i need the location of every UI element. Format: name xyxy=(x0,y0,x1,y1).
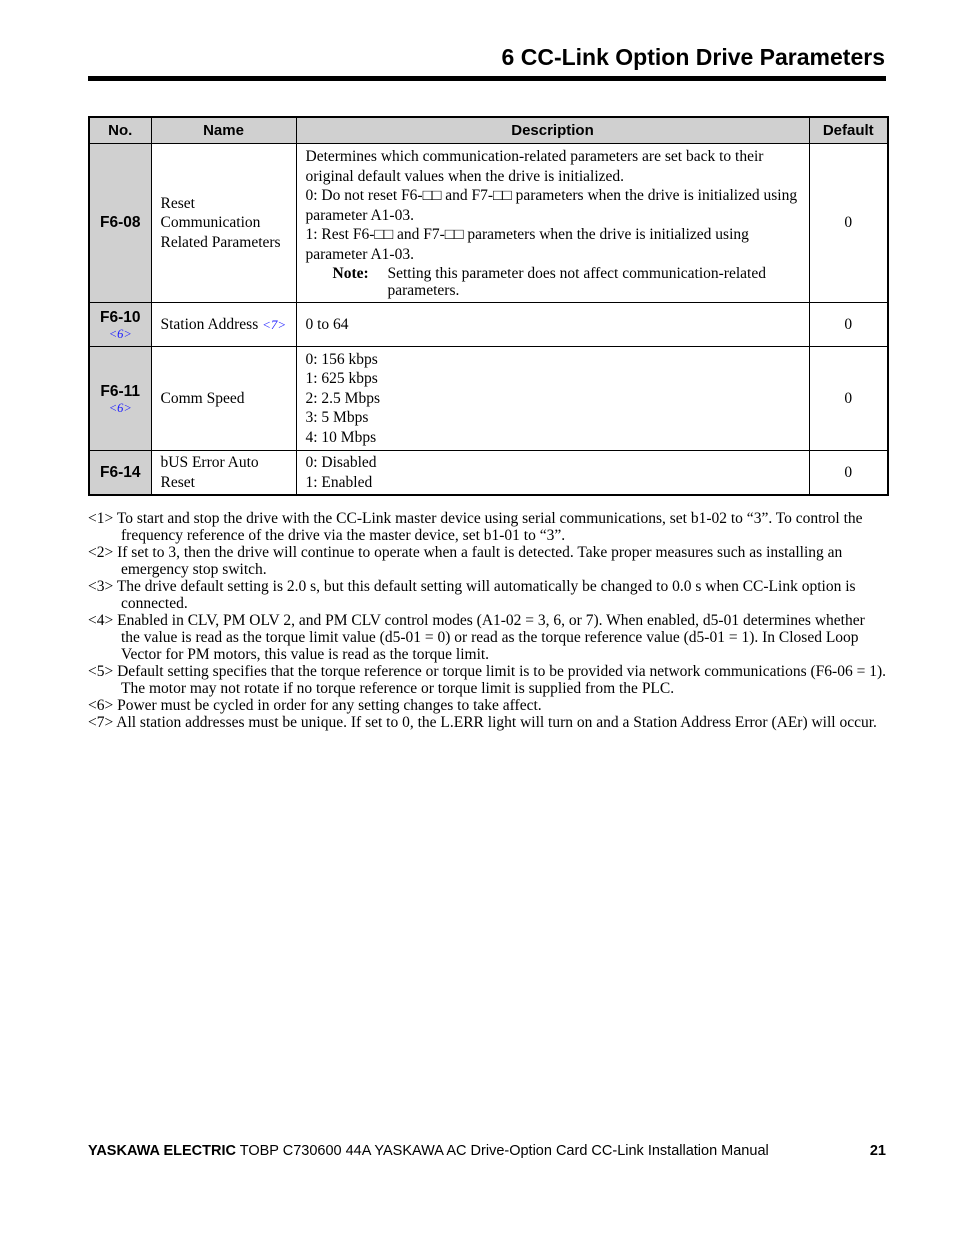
column-header-description: Description xyxy=(296,117,809,144)
page-footer xyxy=(88,1143,886,1159)
param-number-cell xyxy=(89,303,151,347)
param-name-cell xyxy=(151,303,296,347)
description-line: 1: 625 kbps xyxy=(305,370,378,388)
footnote: <4> Enabled in CLV, PM OLV 2, and PM CLV control modes (A1-02 = 3, 6, or 7). When enabled, d5-01 determines whether the value is read as the torque limit value (d5-01 = 0) or read as the torque reference value (d5-01 = 1). In Closed Loop Vector for PM motors, this value is read as the torque limit. xyxy=(88,612,865,663)
param-default: 0 xyxy=(844,214,853,232)
param-name-cell xyxy=(151,451,296,496)
table-row xyxy=(89,451,888,496)
note-text: Setting this parameter does not affect communication-related parameters. xyxy=(387,265,766,299)
footnotes xyxy=(88,510,886,731)
description-line: 2: 2.5 Mbps xyxy=(305,389,380,407)
param-description-cell xyxy=(296,144,809,303)
table-row xyxy=(89,144,888,303)
param-default-cell xyxy=(809,144,888,303)
table-row xyxy=(89,303,888,347)
description-line: 0: Disabled xyxy=(305,454,377,471)
footnote: <2> If set to 3, then the drive will continue to operate when a fault is detected. Take proper measures such as installing an emergency stop switch. xyxy=(88,544,843,578)
param-number: F6-11 xyxy=(100,382,141,400)
param-description-cell xyxy=(296,347,809,451)
footnote-ref-link[interactable]: <6> xyxy=(108,327,132,342)
param-default-cell xyxy=(809,303,888,347)
table-row xyxy=(89,347,888,451)
param-name: Station Address xyxy=(160,315,259,333)
param-number-cell xyxy=(89,451,151,496)
param-name-cell xyxy=(151,144,296,303)
description-line: 0: 156 kbps xyxy=(305,350,378,368)
param-name: bUS Error Auto Reset xyxy=(160,454,259,491)
footnote: <1> To start and stop the drive with the CC-Link master device using serial communications, set b1-02 to “3”. To control the frequency reference of the drive via the master device, set b1-01 to “3”. xyxy=(88,510,863,544)
page-title: 6 CC-Link Option Drive Parameters xyxy=(501,44,885,70)
param-default: 0 xyxy=(844,389,853,407)
note xyxy=(333,265,805,299)
column-header-default: Default xyxy=(809,117,888,144)
description-line: 0 to 64 xyxy=(305,315,349,333)
param-default: 0 xyxy=(844,463,853,481)
param-number: F6-14 xyxy=(100,463,141,481)
footer-brand: YASKAWA ELECTRIC xyxy=(88,1143,236,1159)
param-number-cell xyxy=(89,144,151,303)
footnote-ref-link[interactable]: <7> xyxy=(262,316,287,332)
footer-document-title: TOBP C730600 44A YASKAWA AC Drive-Option Card CC-Link Installation Manual xyxy=(235,1143,769,1159)
param-number: F6-10 xyxy=(100,308,141,326)
description-line: 1: Rest F6-□□ and F7-□□ parameters when the drive is initialized using parameter A1-03. xyxy=(305,226,749,263)
note-label: Note: xyxy=(332,265,369,282)
param-name-cell xyxy=(151,347,296,451)
column-header-name: Name xyxy=(151,117,296,144)
param-number-cell xyxy=(89,347,151,451)
param-default: 0 xyxy=(844,315,853,333)
footnote: <3> The drive default setting is 2.0 s, but this default setting will automatically be changed to 0.0 s when CC-Link option is connected. xyxy=(88,578,856,612)
page-number: 21 xyxy=(869,1143,886,1159)
header-rule xyxy=(88,76,886,81)
footnote: <5> Default setting specifies that the torque reference or torque limit is to be provided via network communications (F6-06 = 1). The motor may not rotate if no torque reference or torque limit is supplied from the PLC. xyxy=(88,663,886,697)
table-header-row xyxy=(89,117,888,144)
description-line: 3: 5 Mbps xyxy=(305,409,369,427)
param-default-cell xyxy=(809,347,888,451)
param-name: Comm Speed xyxy=(160,389,245,407)
description-line: 1: Enabled xyxy=(305,473,373,491)
param-description-cell xyxy=(296,451,809,496)
param-description-cell xyxy=(296,303,809,347)
description-line: 0: Do not reset F6-□□ and F7-□□ parameters when the drive is initialized using parameter A1-03. xyxy=(305,187,798,224)
column-header-no: No. xyxy=(89,117,151,144)
parameter-table xyxy=(88,116,889,496)
param-name: Reset Communication Related Parameters xyxy=(160,194,281,251)
footnote: <6> Power must be cycled in order for any setting changes to take affect. xyxy=(88,697,542,714)
footnote-ref-link[interactable]: <6> xyxy=(108,401,132,416)
description-line: 4: 10 Mbps xyxy=(305,428,377,446)
description-line: Determines which communication-related parameters are set back to their original default values when the drive is initialized. xyxy=(305,148,764,185)
param-default-cell xyxy=(809,451,888,496)
param-number: F6-08 xyxy=(100,214,141,232)
footnote: <7> All station addresses must be unique. If set to 0, the L.ERR light will turn on and a Station Address Error (AEr) will occur. xyxy=(88,714,877,731)
